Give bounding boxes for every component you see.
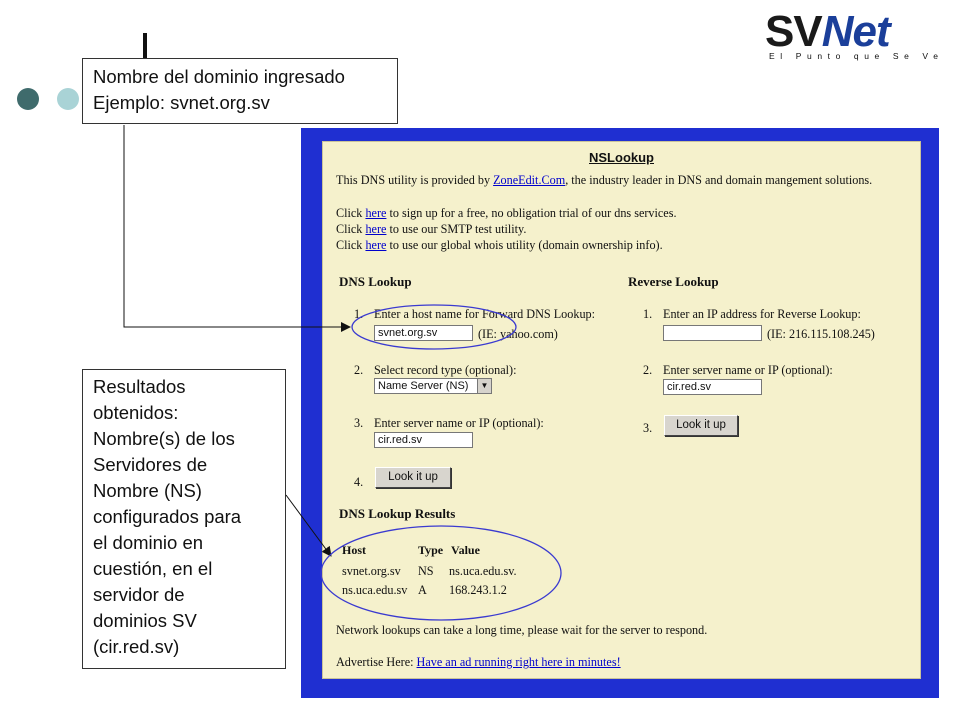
nslookup-panel <box>322 141 921 679</box>
results-heading: DNS Lookup Results <box>339 506 456 521</box>
logo-wordmark: SVNet <box>765 7 890 56</box>
dns-step2-label: Select record type (optional): <box>374 363 517 377</box>
dns-lookup-button[interactable]: Look it up <box>375 467 451 488</box>
result-row-2-host: ns.uca.edu.sv <box>342 583 408 597</box>
zoneedit-link[interactable]: ZoneEdit.Com <box>493 173 566 187</box>
signup-link[interactable]: here <box>365 206 387 220</box>
hostname-example: (IE: yahoo.com) <box>478 327 558 341</box>
callout-domain-entered <box>82 58 398 124</box>
reverse-server-input[interactable]: cir.red.sv <box>663 379 762 395</box>
ip-example: (IE: 216.115.108.245) <box>767 327 875 341</box>
advertise-line: Advertise Here: Have an ad running right here in minutes! <box>336 655 621 669</box>
result-row-1-value: ns.uca.edu.sv. <box>449 564 517 578</box>
hostname-input[interactable]: svnet.org.sv <box>374 325 473 341</box>
whois-link[interactable]: here <box>365 238 387 252</box>
ip-address-input[interactable] <box>663 325 762 341</box>
reverse-lookup-heading: Reverse Lookup <box>628 274 719 289</box>
page-title: NSLookup <box>589 150 654 165</box>
decorative-dot-dark <box>17 88 39 110</box>
dns-step4-num: 4. <box>354 475 364 489</box>
dns-step1-label: Enter a host name for Forward DNS Lookup: <box>374 307 596 321</box>
result-row-2-type: A <box>418 583 427 597</box>
result-row-2-value: 168.243.1.2 <box>449 583 507 597</box>
reverse-lookup-button[interactable]: Look it up <box>664 415 738 436</box>
callout-results: Resultados obtenidos: Nombre(s) de los Servidores de Nombre (NS) configurados para el dominio en cuestión, en el servidor de dominios SV (cir.red.sv) <box>82 369 286 669</box>
dns-lookup-heading: DNS Lookup <box>339 274 412 289</box>
results-col-value: Value <box>451 543 480 557</box>
reverse-step3-num: 3. <box>643 421 653 435</box>
intro-text: This DNS utility is provided by ZoneEdit.Com, the industry leader in DNS and domain mangement solutions. <box>336 173 873 187</box>
results-col-host: Host <box>342 543 366 557</box>
record-type-select[interactable]: Name Server (NS) ▼ <box>374 378 492 394</box>
advertise-link[interactable]: Have an ad running right here in minutes! <box>416 655 621 669</box>
reverse-step2-label: Enter server name or IP (optional): <box>663 363 833 377</box>
result-row-1-host: svnet.org.sv <box>342 564 401 578</box>
dns-step3-label: Enter server name or IP (optional): <box>374 416 544 430</box>
results-col-type: Type <box>418 543 444 557</box>
callout-top-line2: Ejemplo: svnet.org.sv <box>93 92 270 113</box>
wait-note: Network lookups can take a long time, please wait for the server to respond. <box>336 623 708 637</box>
reverse-step2-num: 2. <box>643 363 653 377</box>
link-line-smtp: Click here to use our SMTP test utility. <box>336 222 527 236</box>
reverse-step1-label: Enter an IP address for Reverse Lookup: <box>663 307 861 321</box>
dns-step1-num: 1. <box>354 307 364 321</box>
dns-step3-num: 3. <box>354 416 364 430</box>
title-cursor-bar <box>143 33 147 59</box>
chevron-down-icon[interactable]: ▼ <box>477 379 491 393</box>
dns-server-input[interactable]: cir.red.sv <box>374 432 473 448</box>
reverse-step1-num: 1. <box>643 307 653 321</box>
svnet-logo <box>765 8 945 68</box>
link-line-whois: Click here to use our global whois utility (domain ownership info). <box>336 238 663 252</box>
decorative-dot-light <box>57 88 79 110</box>
link-line-signup: Click here to sign up for a free, no obligation trial of our dns services. <box>336 206 677 220</box>
callout-top-line1: Nombre del dominio ingresado <box>93 66 345 87</box>
dns-step2-num: 2. <box>354 363 364 377</box>
logo-tagline: El Punto que Se Ve <box>769 51 944 61</box>
result-row-1-type: NS <box>418 564 434 578</box>
smtp-link[interactable]: here <box>365 222 387 236</box>
